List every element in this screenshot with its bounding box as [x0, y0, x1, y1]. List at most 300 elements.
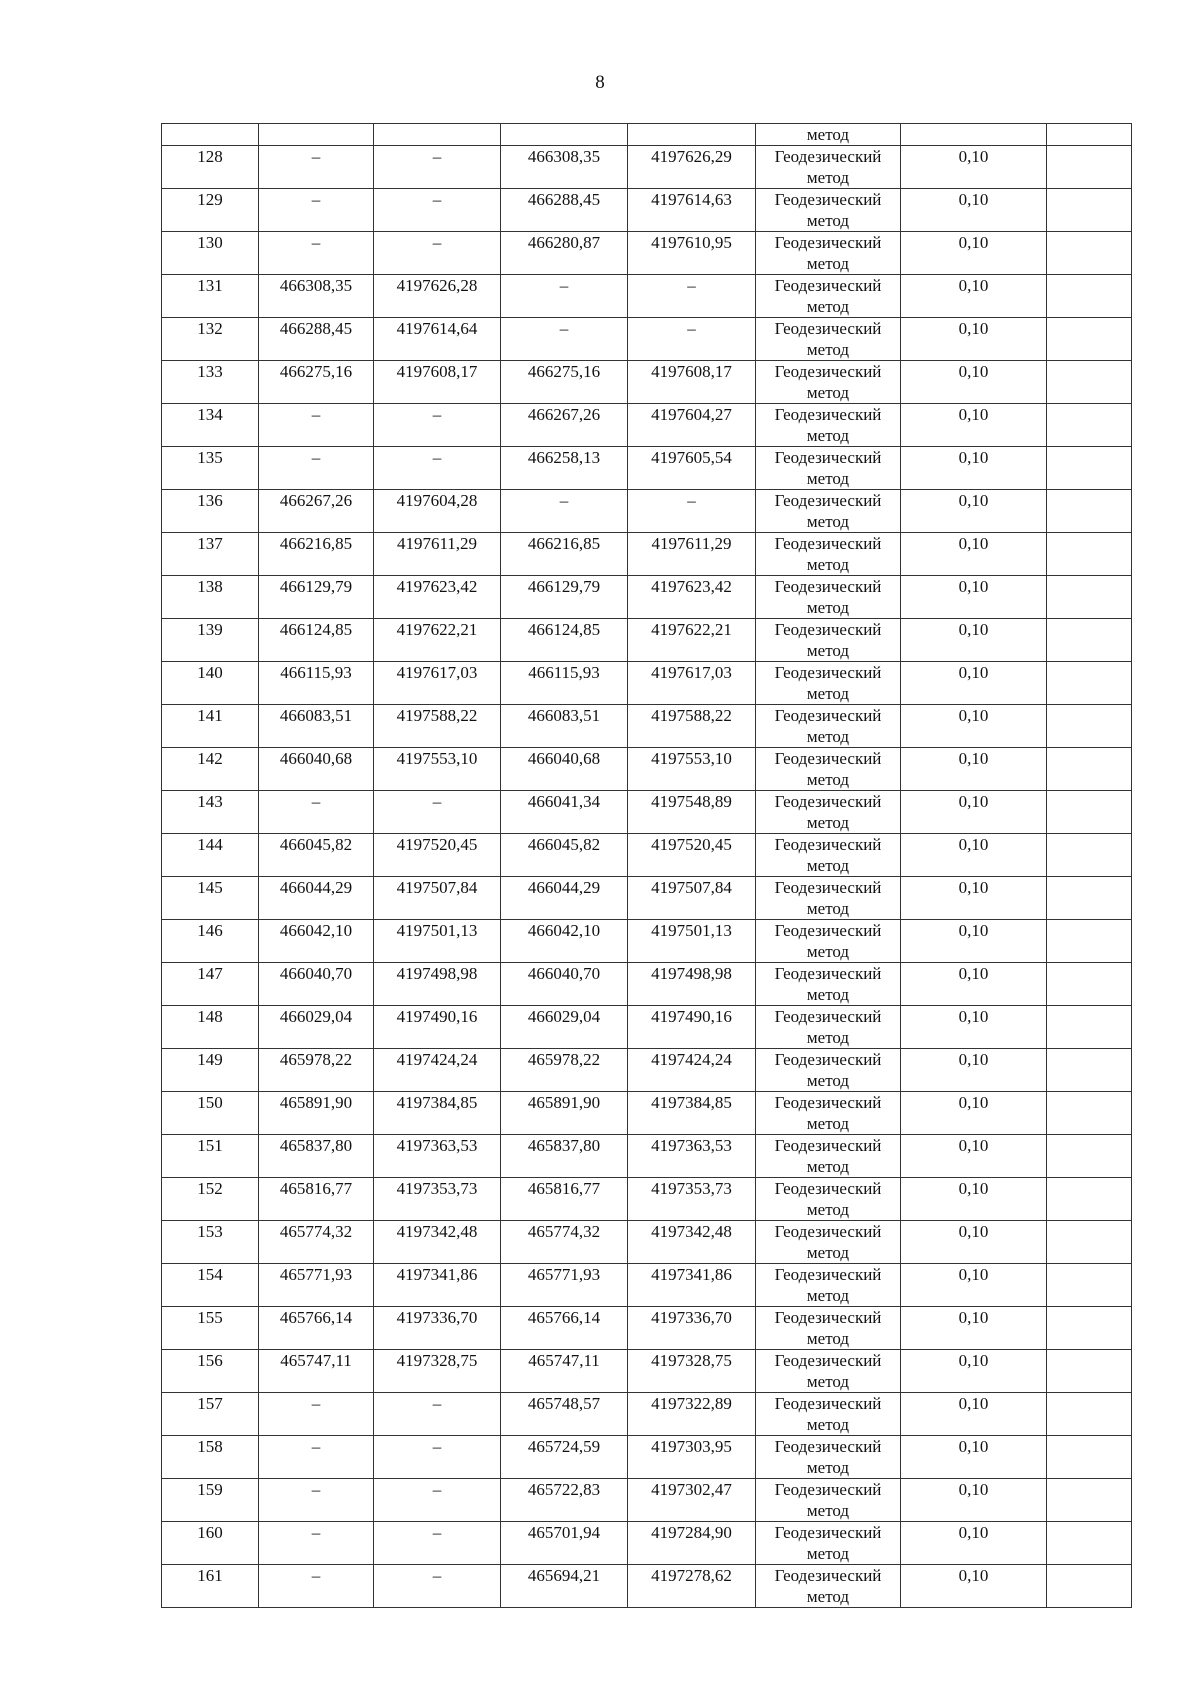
method-word-2: метод — [806, 512, 850, 531]
cell-x-new: 465722,83 — [501, 1479, 628, 1522]
method-word-2: метод — [806, 1028, 850, 1047]
cell-number: 131 — [162, 275, 259, 318]
table-row — [162, 705, 1132, 748]
cell-extra — [1047, 791, 1132, 834]
table-row-partial — [162, 124, 1132, 146]
cell-y-new: 4197328,75 — [628, 1350, 756, 1393]
method-word-1: Геодезический — [774, 1050, 882, 1069]
table-row — [162, 1393, 1132, 1436]
cell-accuracy: 0,10 — [901, 490, 1047, 533]
cell-method — [756, 1135, 901, 1178]
cell-y-new: 4197322,89 — [628, 1393, 756, 1436]
method-word-2: метод — [806, 297, 850, 316]
cell-accuracy: 0,10 — [901, 791, 1047, 834]
cell-y-existing: 4197336,70 — [374, 1307, 501, 1350]
method-word-2: метод — [806, 254, 850, 273]
cell-x-existing: 466275,16 — [259, 361, 374, 404]
cell-method — [756, 1479, 901, 1522]
cell-accuracy: 0,10 — [901, 189, 1047, 232]
cell-extra — [1047, 963, 1132, 1006]
cell-x-existing: 465766,14 — [259, 1307, 374, 1350]
cell-accuracy: 0,10 — [901, 1307, 1047, 1350]
cell-extra — [1047, 1565, 1132, 1608]
method-word-2: метод — [806, 469, 850, 488]
table-row — [162, 318, 1132, 361]
cell-x-new — [501, 124, 628, 146]
cell-x-existing: – — [259, 1522, 374, 1565]
page-number: 8 — [595, 72, 605, 93]
cell-method — [756, 275, 901, 318]
cell-y-new — [628, 124, 756, 146]
cell-x-existing: 466216,85 — [259, 533, 374, 576]
cell-y-new: 4197363,53 — [628, 1135, 756, 1178]
cell-extra — [1047, 1135, 1132, 1178]
cell-y-existing: 4197501,13 — [374, 920, 501, 963]
table-row — [162, 920, 1132, 963]
method-word-1: Геодезический — [774, 663, 882, 682]
method-word-2: метод — [806, 598, 850, 617]
table-row — [162, 1264, 1132, 1307]
cell-method — [756, 662, 901, 705]
cell-y-existing: 4197424,24 — [374, 1049, 501, 1092]
cell-number: 128 — [162, 146, 259, 189]
cell-number: 134 — [162, 404, 259, 447]
method-word-2: метод — [806, 856, 850, 875]
cell-method — [756, 1264, 901, 1307]
table-row — [162, 619, 1132, 662]
cell-y-existing: – — [374, 232, 501, 275]
cell-accuracy: 0,10 — [901, 705, 1047, 748]
cell-x-existing: 466083,51 — [259, 705, 374, 748]
cell-x-new: 466267,26 — [501, 404, 628, 447]
cell-method — [756, 1178, 901, 1221]
cell-y-new: 4197384,85 — [628, 1092, 756, 1135]
cell-x-existing: 465891,90 — [259, 1092, 374, 1135]
cell-x-existing: 465771,93 — [259, 1264, 374, 1307]
cell-accuracy: 0,10 — [901, 447, 1047, 490]
cell-y-new: 4197336,70 — [628, 1307, 756, 1350]
cell-extra — [1047, 361, 1132, 404]
method-word-1: Геодезический — [774, 147, 882, 166]
cell-x-new: 466258,13 — [501, 447, 628, 490]
cell-x-new: 465724,59 — [501, 1436, 628, 1479]
cell-number: 152 — [162, 1178, 259, 1221]
cell-y-existing: 4197498,98 — [374, 963, 501, 1006]
table-row — [162, 834, 1132, 877]
cell-extra — [1047, 920, 1132, 963]
cell-x-existing: 466044,29 — [259, 877, 374, 920]
cell-accuracy: 0,10 — [901, 877, 1047, 920]
cell-method — [756, 920, 901, 963]
cell-x-existing: 466040,68 — [259, 748, 374, 791]
cell-y-new: 4197501,13 — [628, 920, 756, 963]
cell-y-new: 4197342,48 — [628, 1221, 756, 1264]
method-word-2: метод — [806, 168, 850, 187]
method-word-1: Геодезический — [774, 362, 882, 381]
table-row — [162, 1135, 1132, 1178]
cell-y-existing: – — [374, 404, 501, 447]
method-word-1: Геодезический — [774, 491, 882, 510]
cell-accuracy: 0,10 — [901, 1565, 1047, 1608]
cell-method — [756, 404, 901, 447]
cell-number: 158 — [162, 1436, 259, 1479]
method-word-2: метод — [806, 1329, 850, 1348]
cell-x-existing — [259, 124, 374, 146]
method-word-1: Геодезический — [774, 878, 882, 897]
cell-y-new: 4197626,29 — [628, 146, 756, 189]
cell-accuracy: 0,10 — [901, 619, 1047, 662]
cell-method — [756, 1307, 901, 1350]
cell-extra — [1047, 189, 1132, 232]
cell-method — [756, 576, 901, 619]
cell-accuracy — [901, 124, 1047, 146]
cell-x-existing: 465747,11 — [259, 1350, 374, 1393]
cell-method — [756, 1350, 901, 1393]
cell-number: 135 — [162, 447, 259, 490]
method-word-1: Геодезический — [774, 190, 882, 209]
cell-x-new: 466041,34 — [501, 791, 628, 834]
cell-y-existing: – — [374, 1436, 501, 1479]
cell-number: 151 — [162, 1135, 259, 1178]
method-word-1: Геодезический — [774, 276, 882, 295]
cell-extra — [1047, 1522, 1132, 1565]
cell-number: 145 — [162, 877, 259, 920]
table-row — [162, 447, 1132, 490]
cell-x-existing: – — [259, 189, 374, 232]
cell-x-existing: 466042,10 — [259, 920, 374, 963]
cell-method — [756, 877, 901, 920]
cell-x-new: 466129,79 — [501, 576, 628, 619]
cell-x-new: – — [501, 275, 628, 318]
table-row — [162, 404, 1132, 447]
method-word-1: Геодезический — [774, 1136, 882, 1155]
cell-x-existing: – — [259, 232, 374, 275]
cell-y-new: 4197353,73 — [628, 1178, 756, 1221]
cell-x-new: 466040,68 — [501, 748, 628, 791]
cell-y-new: 4197302,47 — [628, 1479, 756, 1522]
cell-y-new: 4197278,62 — [628, 1565, 756, 1608]
method-word-2: метод — [806, 727, 850, 746]
table-row — [162, 963, 1132, 1006]
cell-y-new: 4197617,03 — [628, 662, 756, 705]
cell-x-existing: 466124,85 — [259, 619, 374, 662]
cell-x-existing: 465837,80 — [259, 1135, 374, 1178]
cell-number: 154 — [162, 1264, 259, 1307]
method-tail: метод — [806, 125, 850, 144]
method-word-2: метод — [806, 770, 850, 789]
cell-accuracy: 0,10 — [901, 318, 1047, 361]
method-word-1: Геодезический — [774, 1437, 882, 1456]
cell-x-existing: – — [259, 1436, 374, 1479]
cell-y-existing: – — [374, 1522, 501, 1565]
cell-x-existing: – — [259, 404, 374, 447]
cell-y-existing: – — [374, 1393, 501, 1436]
cell-y-new: 4197303,95 — [628, 1436, 756, 1479]
cell-extra — [1047, 1307, 1132, 1350]
cell-extra — [1047, 1221, 1132, 1264]
cell-accuracy: 0,10 — [901, 1264, 1047, 1307]
cell-extra — [1047, 662, 1132, 705]
cell-method — [756, 533, 901, 576]
cell-y-existing: 4197611,29 — [374, 533, 501, 576]
cell-accuracy: 0,10 — [901, 404, 1047, 447]
cell-number: 156 — [162, 1350, 259, 1393]
method-word-1: Геодезический — [774, 1007, 882, 1026]
cell-method — [756, 963, 901, 1006]
cell-number: 137 — [162, 533, 259, 576]
cell-extra — [1047, 877, 1132, 920]
cell-number: 155 — [162, 1307, 259, 1350]
cell-extra — [1047, 124, 1132, 146]
cell-x-existing: 465816,77 — [259, 1178, 374, 1221]
method-word-1: Геодезический — [774, 792, 882, 811]
table-row — [162, 748, 1132, 791]
cell-y-existing: 4197520,45 — [374, 834, 501, 877]
cell-extra — [1047, 1479, 1132, 1522]
cell-x-new: 465774,32 — [501, 1221, 628, 1264]
method-word-2: метод — [806, 1372, 850, 1391]
method-word-1: Геодезический — [774, 233, 882, 252]
cell-number: 157 — [162, 1393, 259, 1436]
cell-extra — [1047, 748, 1132, 791]
cell-accuracy: 0,10 — [901, 1522, 1047, 1565]
cell-extra — [1047, 1264, 1132, 1307]
cell-x-new: 466040,70 — [501, 963, 628, 1006]
method-word-2: метод — [806, 641, 850, 660]
cell-x-new: 466216,85 — [501, 533, 628, 576]
method-word-2: метод — [806, 1071, 850, 1090]
table-row — [162, 1350, 1132, 1393]
cell-x-existing: – — [259, 1565, 374, 1608]
cell-accuracy: 0,10 — [901, 1135, 1047, 1178]
cell-extra — [1047, 619, 1132, 662]
cell-number: 148 — [162, 1006, 259, 1049]
method-word-2: метод — [806, 1243, 850, 1262]
cell-accuracy: 0,10 — [901, 1092, 1047, 1135]
cell-y-new: – — [628, 318, 756, 361]
cell-x-existing: 466029,04 — [259, 1006, 374, 1049]
cell-method — [756, 1006, 901, 1049]
cell-y-existing: 4197342,48 — [374, 1221, 501, 1264]
method-word-1: Геодезический — [774, 448, 882, 467]
method-word-2: метод — [806, 1157, 850, 1176]
cell-accuracy: 0,10 — [901, 834, 1047, 877]
cell-accuracy: 0,10 — [901, 232, 1047, 275]
cell-y-new: 4197553,10 — [628, 748, 756, 791]
cell-accuracy: 0,10 — [901, 275, 1047, 318]
cell-extra — [1047, 318, 1132, 361]
cell-y-existing: 4197617,03 — [374, 662, 501, 705]
cell-x-new: 466288,45 — [501, 189, 628, 232]
method-word-2: метод — [806, 1200, 850, 1219]
method-word-2: метод — [806, 942, 850, 961]
cell-number: 143 — [162, 791, 259, 834]
cell-y-new: 4197498,98 — [628, 963, 756, 1006]
cell-y-existing: – — [374, 447, 501, 490]
cell-method — [756, 189, 901, 232]
cell-y-existing: 4197353,73 — [374, 1178, 501, 1221]
cell-method — [756, 1393, 901, 1436]
cell-accuracy: 0,10 — [901, 1350, 1047, 1393]
cell-extra — [1047, 1092, 1132, 1135]
cell-y-new: 4197341,86 — [628, 1264, 756, 1307]
cell-x-existing: 466115,93 — [259, 662, 374, 705]
cell-method — [756, 1436, 901, 1479]
cell-x-new: 465694,21 — [501, 1565, 628, 1608]
cell-extra — [1047, 1178, 1132, 1221]
cell-x-new: – — [501, 318, 628, 361]
cell-x-existing: 466040,70 — [259, 963, 374, 1006]
cell-method — [756, 318, 901, 361]
cell-number: 130 — [162, 232, 259, 275]
cell-method — [756, 124, 901, 146]
method-word-2: метод — [806, 555, 850, 574]
cell-y-new: 4197611,29 — [628, 533, 756, 576]
cell-number: 159 — [162, 1479, 259, 1522]
table-row — [162, 1006, 1132, 1049]
cell-number: 147 — [162, 963, 259, 1006]
method-word-2: метод — [806, 1501, 850, 1520]
table-row — [162, 877, 1132, 920]
cell-x-new: – — [501, 490, 628, 533]
cell-x-new: 466124,85 — [501, 619, 628, 662]
table-row — [162, 146, 1132, 189]
cell-y-new: 4197588,22 — [628, 705, 756, 748]
cell-method — [756, 232, 901, 275]
cell-accuracy: 0,10 — [901, 1049, 1047, 1092]
cell-extra — [1047, 490, 1132, 533]
cell-y-existing: – — [374, 189, 501, 232]
cell-y-existing: 4197623,42 — [374, 576, 501, 619]
cell-y-existing: – — [374, 1479, 501, 1522]
method-word-1: Геодезический — [774, 620, 882, 639]
cell-y-existing: 4197363,53 — [374, 1135, 501, 1178]
cell-x-new: 465748,57 — [501, 1393, 628, 1436]
table-row — [162, 232, 1132, 275]
cell-y-new: 4197548,89 — [628, 791, 756, 834]
cell-method — [756, 1221, 901, 1264]
cell-extra — [1047, 705, 1132, 748]
cell-x-existing: 465978,22 — [259, 1049, 374, 1092]
cell-method — [756, 748, 901, 791]
method-word-1: Геодезический — [774, 921, 882, 940]
cell-y-new: 4197610,95 — [628, 232, 756, 275]
cell-x-new: 465771,93 — [501, 1264, 628, 1307]
cell-y-new: 4197520,45 — [628, 834, 756, 877]
cell-x-new: 466115,93 — [501, 662, 628, 705]
cell-y-new: 4197623,42 — [628, 576, 756, 619]
table-row — [162, 1049, 1132, 1092]
table-row — [162, 1221, 1132, 1264]
cell-method — [756, 619, 901, 662]
cell-y-new: 4197614,63 — [628, 189, 756, 232]
method-word-1: Геодезический — [774, 1093, 882, 1112]
cell-method — [756, 1565, 901, 1608]
cell-number: 138 — [162, 576, 259, 619]
table-row — [162, 1092, 1132, 1135]
method-word-1: Геодезический — [774, 1179, 882, 1198]
method-word-2: метод — [806, 1458, 850, 1477]
cell-accuracy: 0,10 — [901, 748, 1047, 791]
method-word-1: Геодезический — [774, 1394, 882, 1413]
method-word-1: Геодезический — [774, 964, 882, 983]
cell-extra — [1047, 834, 1132, 877]
cell-x-existing: 466288,45 — [259, 318, 374, 361]
cell-method — [756, 1092, 901, 1135]
cell-number: 139 — [162, 619, 259, 662]
cell-y-existing: 4197626,28 — [374, 275, 501, 318]
method-word-1: Геодезический — [774, 534, 882, 553]
table-row — [162, 576, 1132, 619]
method-word-2: метод — [806, 1415, 850, 1434]
cell-number: 142 — [162, 748, 259, 791]
cell-extra — [1047, 576, 1132, 619]
cell-y-new: 4197622,21 — [628, 619, 756, 662]
method-word-2: метод — [806, 684, 850, 703]
method-word-1: Геодезический — [774, 1523, 882, 1542]
cell-extra — [1047, 232, 1132, 275]
method-word-1: Геодезический — [774, 1351, 882, 1370]
cell-y-existing: 4197490,16 — [374, 1006, 501, 1049]
cell-accuracy: 0,10 — [901, 1006, 1047, 1049]
method-word-2: метод — [806, 383, 850, 402]
cell-number: 160 — [162, 1522, 259, 1565]
cell-x-new: 465747,11 — [501, 1350, 628, 1393]
cell-y-existing: 4197608,17 — [374, 361, 501, 404]
table-row — [162, 1479, 1132, 1522]
cell-x-existing: – — [259, 791, 374, 834]
method-word-2: метод — [806, 340, 850, 359]
cell-extra — [1047, 404, 1132, 447]
cell-number: 153 — [162, 1221, 259, 1264]
table-row — [162, 1178, 1132, 1221]
cell-accuracy: 0,10 — [901, 963, 1047, 1006]
cell-y-existing: – — [374, 1565, 501, 1608]
cell-x-new: 465766,14 — [501, 1307, 628, 1350]
table-body — [162, 124, 1132, 1608]
cell-x-new: 465837,80 — [501, 1135, 628, 1178]
table-row — [162, 490, 1132, 533]
method-word-1: Геодезический — [774, 319, 882, 338]
cell-number: 146 — [162, 920, 259, 963]
cell-number: 161 — [162, 1565, 259, 1608]
cell-number: 149 — [162, 1049, 259, 1092]
cell-extra — [1047, 533, 1132, 576]
cell-x-existing: 466045,82 — [259, 834, 374, 877]
method-word-2: метод — [806, 1286, 850, 1305]
method-word-2: метод — [806, 1544, 850, 1563]
cell-method — [756, 146, 901, 189]
method-word-1: Геодезический — [774, 1308, 882, 1327]
cell-number: 150 — [162, 1092, 259, 1135]
cell-x-existing: – — [259, 1393, 374, 1436]
cell-extra — [1047, 1006, 1132, 1049]
cell-x-new: 466045,82 — [501, 834, 628, 877]
cell-x-new: 465891,90 — [501, 1092, 628, 1135]
cell-x-existing: 466308,35 — [259, 275, 374, 318]
cell-x-existing: 465774,32 — [259, 1221, 374, 1264]
cell-method — [756, 791, 901, 834]
cell-x-new: 466029,04 — [501, 1006, 628, 1049]
method-word-2: метод — [806, 426, 850, 445]
cell-number: 140 — [162, 662, 259, 705]
cell-y-new: 4197605,54 — [628, 447, 756, 490]
table-row — [162, 1436, 1132, 1479]
cell-extra — [1047, 1393, 1132, 1436]
method-word-1: Геодезический — [774, 1480, 882, 1499]
method-word-2: метод — [806, 985, 850, 1004]
cell-accuracy: 0,10 — [901, 146, 1047, 189]
